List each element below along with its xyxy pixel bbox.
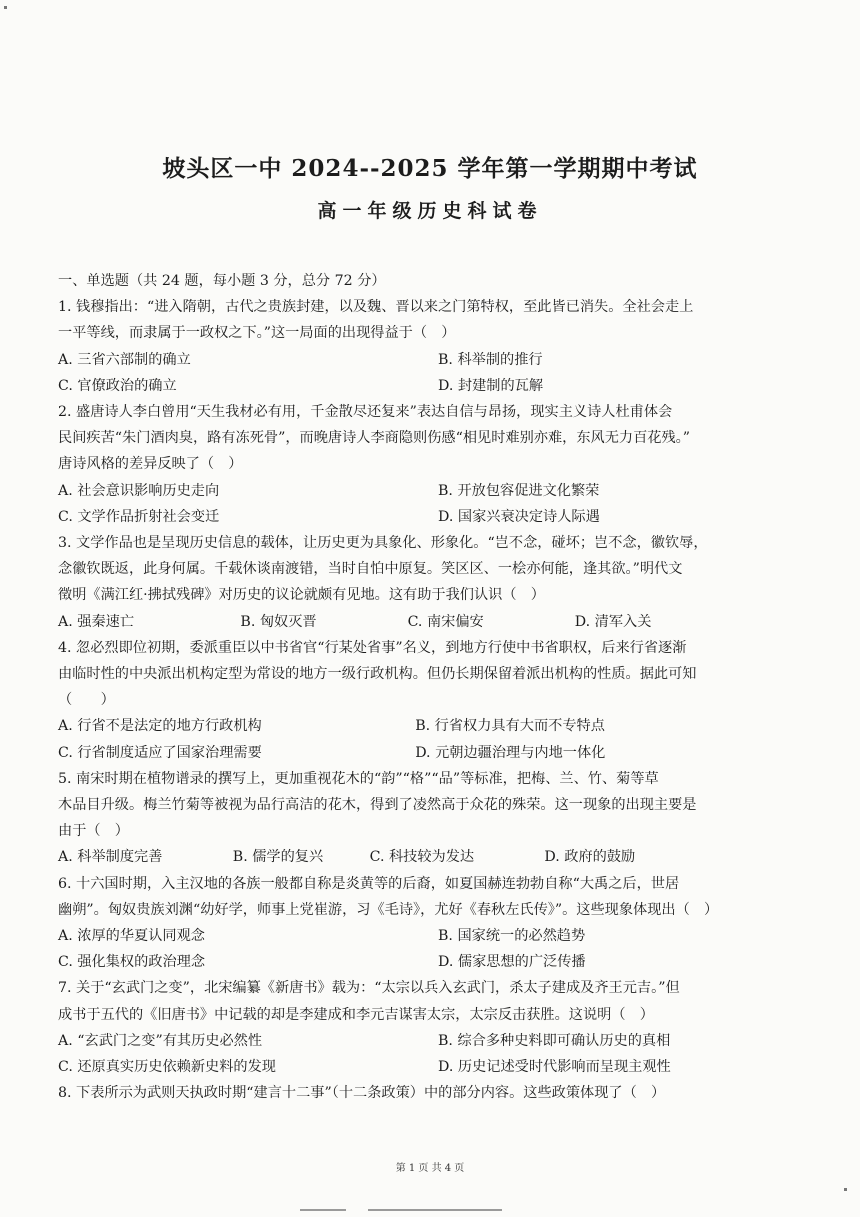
question-4 (58, 635, 818, 766)
option-d: D. 儒家思想的广泛传播 (438, 954, 586, 971)
options-row (58, 844, 818, 870)
question-stem-line: 成书于五代的《旧唐书》中记载的却是李建成和李元吉谋害太宗，太宗反击获胜。这说明（ ） (58, 1006, 654, 1023)
option-c: C. 官僚政治的确立 (58, 377, 177, 394)
option-c: C. 南宋偏安 (407, 613, 484, 630)
option-b: B. 国家统一的必然趋势 (438, 928, 586, 945)
option-b: B. 开放包容促进文化繁荣 (438, 482, 600, 499)
option-b: B. 匈奴灭晋 (240, 613, 317, 630)
question-stem-line: 6. 十六国时期，入主汉地的各族一般都自称是炎黄等的后裔，如夏国赫连勃勃自称“大禹之后，世居 (58, 875, 680, 892)
question-stem-line: 4. 忽必烈即位初期，委派重臣以中书省官“行某处省事”名义，到地方行使中书省职权，后来行省逐渐 (58, 639, 687, 656)
option-b: B. 综合多种史料即可确认历史的真相 (438, 1032, 671, 1049)
options-row (58, 713, 818, 739)
question-stem-line: （ ） (58, 692, 115, 709)
section-heading: 一、单选题（共 24 题，每小题 3 分，总分 72 分） (58, 273, 386, 289)
question-7 (58, 975, 818, 1080)
question-stem-line: 木品目升级。梅兰竹菊等被视为品行高洁的花木，得到了凌然高于众花的殊荣。这一现象的出现主要是 (58, 797, 697, 814)
option-c: C. 文学作品折射社会变迁 (58, 508, 220, 525)
question-stem-line: 念徽钦既返，此身何属。千载休谈南渡错，当时自怕中原复。笑区区、一桧亦何能，逢其欲。”明代文 (58, 561, 683, 578)
option-c: C. 科技较为发达 (369, 849, 475, 866)
question-stem-line: 7. 关于“玄武门之变”，北宋编纂《新唐书》载为：“太宗以兵入玄武门，杀太子建成及齐王元吉。”但 (58, 980, 680, 997)
options-row (58, 1028, 818, 1054)
options-row (58, 478, 818, 504)
question-1 (58, 294, 818, 399)
question-stem-line: 2. 盛唐诗人李白曾用“天生我材必有用，千金散尽还复来”表达自信与昂扬，现实主义诗人杜甫体会 (58, 404, 673, 421)
exam-subtitle: 高一年级历史科试卷 (317, 200, 543, 222)
options-row (58, 949, 818, 975)
option-a: A. 社会意识影响历史走向 (58, 482, 220, 499)
options-row (58, 923, 818, 949)
option-a: A. 强秦速亡 (58, 613, 135, 630)
page-number: 第 1 页 共 4 页 (395, 1163, 465, 1174)
option-c: C. 还原真实历史依赖新史料的发现 (58, 1059, 276, 1076)
exam-title: 坡头区一中 2024--2025 学年第一学期期中考试 (162, 155, 698, 182)
question-stem-line: 3. 文学作品也是呈现历史信息的载体，让历史更为具象化、形象化。“岂不念，碰坏；岂不念，徽钦辱， (58, 535, 708, 552)
option-d: D. 政府的鼓励 (544, 849, 636, 866)
option-a: A. 三省六部制的确立 (58, 351, 191, 368)
option-d: D. 清军入关 (574, 613, 652, 630)
question-stem-line: 唐诗风格的差异反映了（ ） (58, 456, 243, 473)
question-2 (58, 399, 818, 530)
option-d: D. 国家兴衰决定诗人际遇 (438, 508, 600, 525)
scan-artifact-dot (844, 1188, 847, 1191)
option-c: C. 行省制度适应了国家治理需要 (58, 744, 262, 761)
options-row (58, 347, 818, 373)
option-a: A. 浓厚的华夏认同观念 (58, 928, 205, 945)
question-stem-line: 由临时性的中央派出机构定型为常设的地方一级行政机构。但仍长期保留着派出机构的性质。据此可知 (58, 666, 697, 683)
question-3 (58, 530, 818, 635)
scan-artifact-dot (4, 6, 7, 9)
option-d: D. 元朝边疆治理与内地一体化 (415, 744, 606, 761)
question-stem-line: 由于（ ） (58, 823, 129, 840)
question-8 (58, 1080, 818, 1106)
option-b: B. 儒学的复兴 (232, 849, 324, 866)
option-c: C. 强化集权的政治理念 (58, 954, 206, 971)
options-row (58, 373, 818, 399)
options-row (58, 740, 818, 766)
scan-artifact-line (368, 1209, 502, 1211)
question-stem-line: 8. 下表所示为武则天执政时期“建言十二事”（十二条政策）中的部分内容。这些政策体现了（ ） (58, 1085, 666, 1102)
option-a: A. “玄武门之变”有其历史必然性 (58, 1032, 263, 1049)
question-stem-line: 幽朔”。匈奴贵族刘渊“幼好学，师事上党崔游，习《毛诗》，尤好《春秋左氏传》”。这些现象体现出（ ） (58, 901, 719, 918)
exam-content (58, 268, 818, 1107)
question-stem-line: 5. 南宋时期在植物谱录的撰写上，更加重视花木的“韵”“格”“品”等标准，把梅、兰、竹、菊等草 (58, 770, 659, 787)
options-row (58, 504, 818, 530)
question-6 (58, 871, 818, 976)
question-stem-line: 民间疾苦“朱门酒肉臭，路有冻死骨”，而晚唐诗人李商隐则伤感“相见时难别亦难，东风无力百花残。” (58, 430, 690, 447)
options-row (58, 1054, 818, 1080)
options-row (58, 609, 818, 635)
option-a: A. 科举制度完善 (58, 849, 163, 866)
question-stem-line: 徵明《满江红·拂拭残碑》对历史的议论就颇有见地。这有助于我们认识（ ） (58, 587, 545, 604)
option-b: B. 科举制的推行 (438, 351, 543, 368)
scan-artifact-line (300, 1209, 346, 1211)
question-stem-line: 1. 钱穆指出：“进入隋朝，古代之贵族封建，以及魏、晋以来之门第特权，至此皆已消失。全社会走上 (58, 299, 694, 316)
option-d: D. 历史记述受时代影响而呈现主观性 (438, 1059, 671, 1076)
option-a: A. 行省不是法定的地方行政机构 (58, 718, 262, 735)
option-b: B. 行省权力具有大而不专特点 (415, 718, 605, 735)
question-5 (58, 766, 818, 871)
option-d: D. 封建制的瓦解 (438, 377, 544, 394)
question-stem-line: 一平等线，而隶属于一政权之下。”这一局面的出现得益于（ ） (58, 325, 456, 342)
